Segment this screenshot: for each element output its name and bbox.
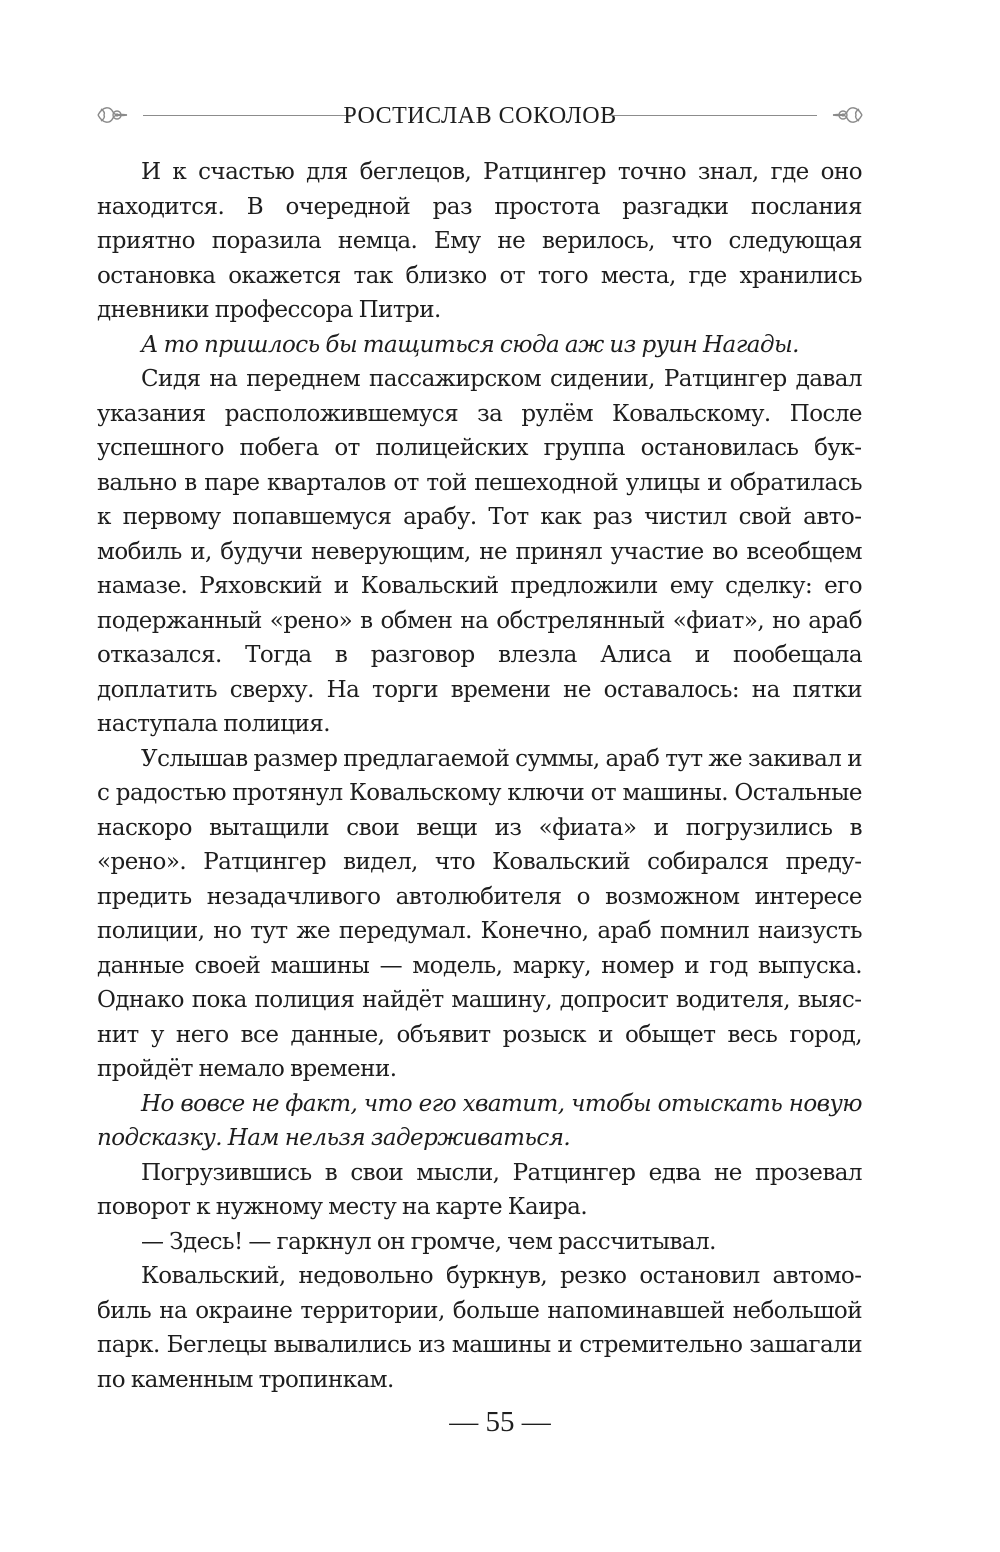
page-number: — 55 — bbox=[449, 1406, 551, 1438]
running-header bbox=[95, 96, 865, 136]
running-header-author: РОСТИСЛАВ СОКОЛОВ bbox=[343, 103, 617, 129]
header-rule-right bbox=[609, 115, 817, 116]
paragraph: Ковальский, недовольно буркнув, резко остановил автомобиль на окраине территории, больше напоминавшей небольшой парк. Беглецы вывалились из машины и стремительно зашагали по каменным тропинкам. bbox=[97, 1263, 862, 1393]
paragraph: Погрузившись в свои мысли, Ратцингер едва не прозевал поворот к нужному месту на карте Каира. bbox=[97, 1159, 862, 1220]
floral-ornament-icon bbox=[829, 100, 865, 130]
paragraph: И к счастью для беглецов, Ратцингер точно знал, где оно находится. В очередной раз простота разгадки послания приятно поразила немца. Ему не верилось, что следующая остановка окажется так близко от того места, где хранились дневники профессора Питри. bbox=[97, 159, 862, 323]
paragraph: Сидя на переднем пассажирском сидении, Ратцингер давал указания расположившемуся за рулём Ковальскому. После успешного побега от полицейских группа остановилась буквально в паре кварталов от той пешеходной улицы и обратилась к первому попавшемуся арабу. Тот как раз чистил свой автомобиль и, будучи неверующим, не принял участие во всеобщем намазе. Ряховский и Ковальский предложили ему сделку: его подержанный «рено» в обмен на обстрелянный «фиат», но араб отказался. Тогда в разговор влезла Алиса и пообещала доплатить сверху. На торги времени не оставалось: на пятки наступала полиция. bbox=[97, 366, 862, 737]
italic-paragraph: Но вовсе не факт, что его хватит, чтобы отыскать новую подсказку. Нам нельзя задерживаться. bbox=[97, 1090, 862, 1151]
italic-paragraph: А то пришлось бы тащиться сюда аж из руин Нагады. bbox=[141, 331, 799, 358]
dialogue-paragraph: — Здесь! — гаркнул он громче, чем рассчитывал. bbox=[141, 1228, 716, 1255]
page-body-text bbox=[97, 155, 862, 1397]
paragraph: Услышав размер предлагаемой суммы, араб тут же закивал и с радостью протянул Ковальскому ключи от машины. Остальные наскоро вытащили свои вещи из «фиата» и погрузились в «рено». Ратцингер видел, что Ковальский собирался предупредить незадачливого автолюбителя о возможном интересе полиции, но тут же передумал. Конечно, араб помнил наизусть данные своей машины — модель, марку, номер и год выпуска. Однако пока полиция найдёт машину, допросит водителя, выяснит у него все данные, объявит розыск и обыщет весь город, пройдёт немало времени. bbox=[97, 745, 862, 1082]
